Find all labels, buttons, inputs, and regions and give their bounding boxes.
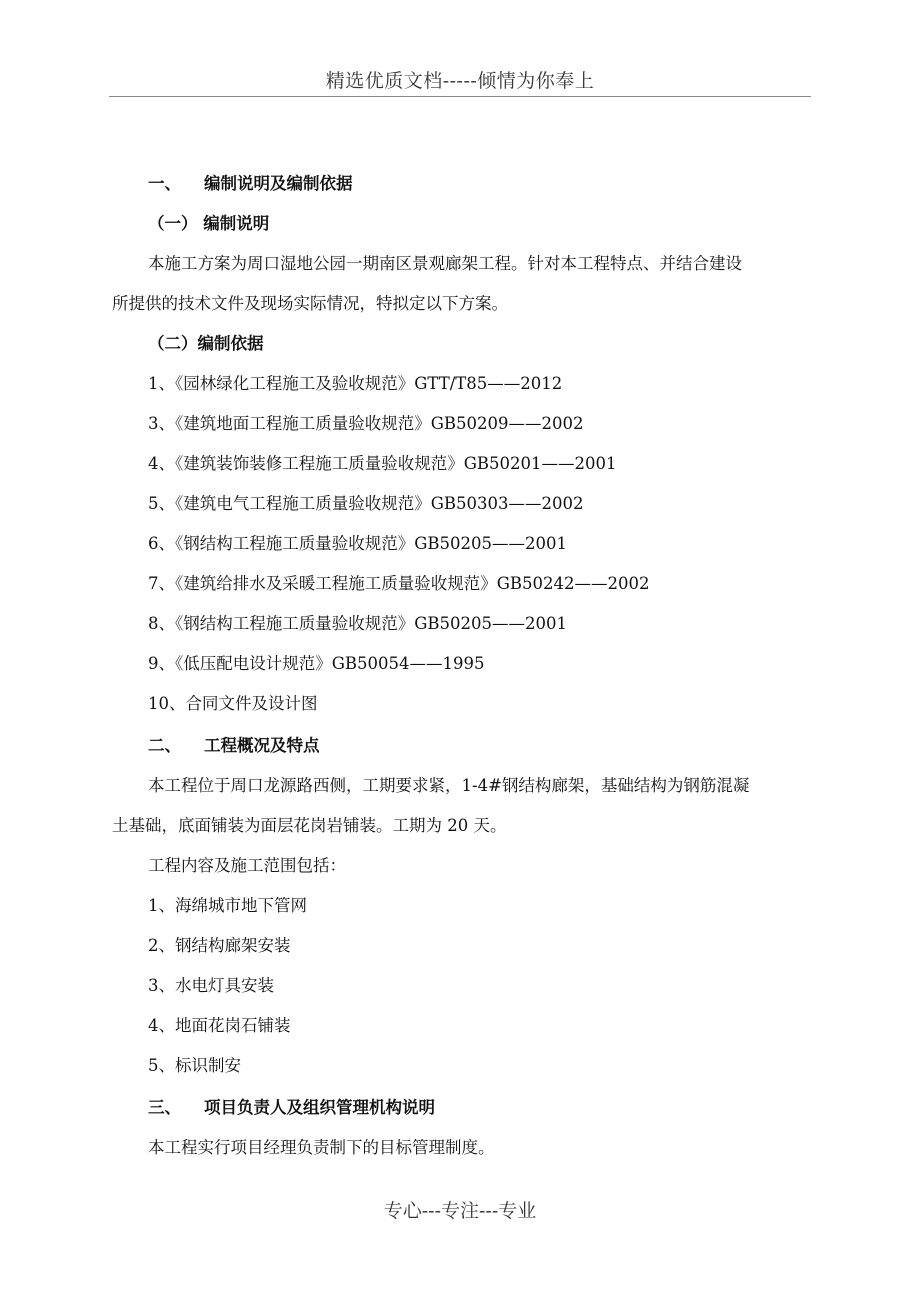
subsection-2-title: （二）编制依据 [148,334,264,353]
reference-item: 6、《钢结构工程施工质量验收规范》GB50205——2001 [148,534,568,553]
section-3-title: 项目负责人及组织管理机构说明 [204,1098,435,1117]
header-divider [109,96,811,97]
scope-item: 1、海绵城市地下管网 [148,896,307,915]
paragraph-line: 土基础，底面铺装为面层花岗岩铺装。工期为 20 天。 [112,816,507,835]
page-footer: 专心---专注---专业 [383,1200,537,1222]
section-3-heading [148,1096,814,1120]
reference-item: 5、《建筑电气工程施工质量验收规范》GB50303——2002 [148,494,584,513]
paragraph-line: 本工程位于周口龙源路西侧，工期要求紧，1-4#钢结构廊架，基础结构为钢筋混凝 [148,776,750,795]
paragraph-line: 所提供的技术文件及现场实际情况，特拟定以下方案。 [112,294,508,313]
section-2-heading [148,734,814,758]
reference-item: 9、《低压配电设计规范》GB50054——1995 [148,654,485,673]
reference-item: 1、《园林绿化工程施工及验收规范》GTT/T85——2012 [148,374,563,393]
paragraph-line: 本工程实行项目经理负责制下的目标管理制度。 [148,1138,495,1157]
reference-item: 4、《建筑装饰装修工程施工质量验收规范》GB50201——2001 [148,454,617,473]
section-1-heading [148,172,814,196]
subsection-1-title: （一） 编制说明 [148,214,270,233]
page-header: 精选优质文档-----倾情为你奉上 [325,70,595,92]
section-2-number: 二、 [148,736,181,755]
scope-intro: 工程内容及施工范围包括： [148,856,346,875]
scope-item: 3、水电灯具安装 [148,976,274,995]
section-1-title: 编制说明及编制依据 [204,174,353,193]
scope-item: 2、钢结构廊架安装 [148,936,291,955]
paragraph-line: 本施工方案为周口湿地公园一期南区景观廊架工程。针对本工程特点、并结合建设 [148,254,742,273]
reference-item: 10、合同文件及设计图 [148,694,318,713]
reference-item: 8、《钢结构工程施工质量验收规范》GB50205——2001 [148,614,568,633]
scope-item: 5、标识制安 [148,1056,241,1075]
reference-item: 7、《建筑给排水及采暖工程施工质量验收规范》GB50242——2002 [148,574,650,593]
reference-item: 3、《建筑地面工程施工质量验收规范》GB50209——2002 [148,414,584,433]
section-1-number: 一、 [148,174,181,193]
scope-item: 4、地面花岗石铺装 [148,1016,291,1035]
section-3-number: 三、 [148,1098,181,1117]
section-2-title: 工程概况及特点 [204,736,320,755]
